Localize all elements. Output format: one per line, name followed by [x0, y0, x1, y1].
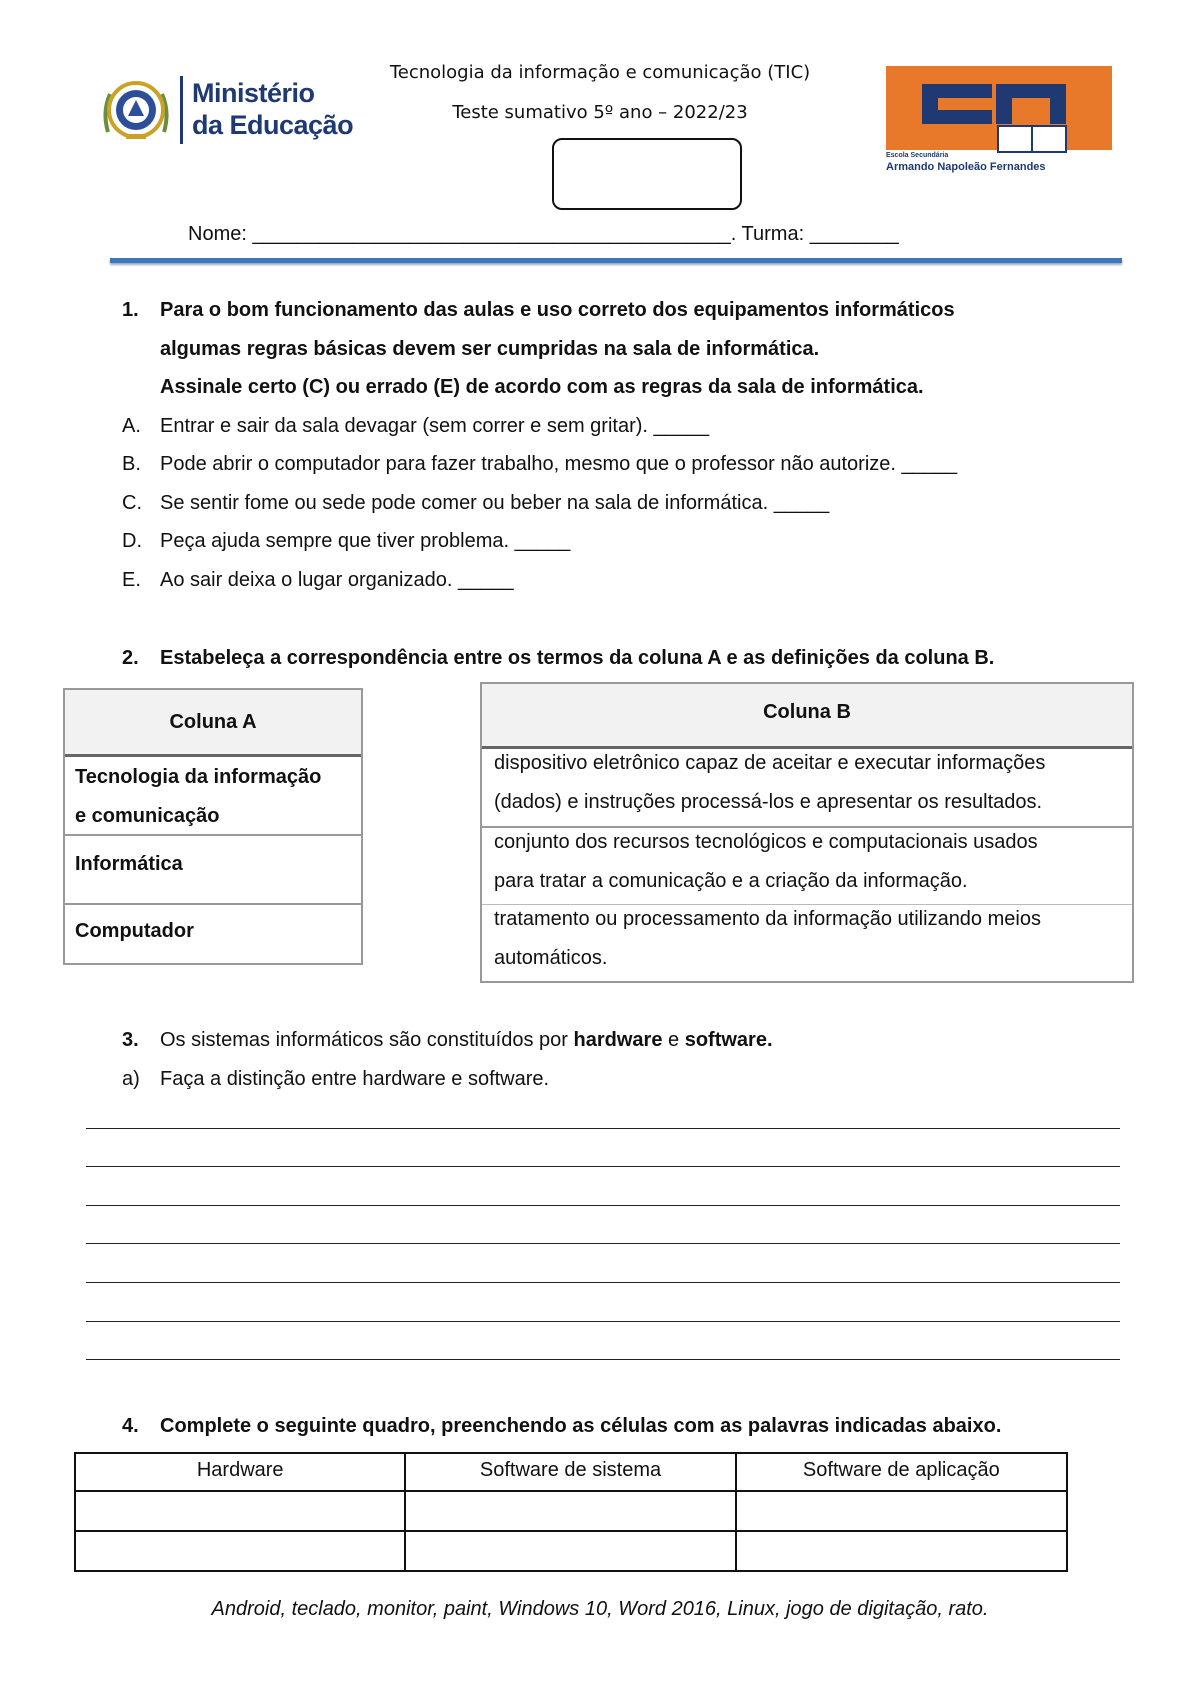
- column-a-term: e comunicação: [75, 805, 220, 827]
- answer-line-3[interactable]: [86, 1205, 1120, 1206]
- classification-row: [75, 1531, 1067, 1571]
- column-b-definition: tratamento ou processamento da informação utilizando meios: [494, 908, 1041, 930]
- answer-cell[interactable]: [405, 1531, 735, 1571]
- school-logo: [886, 66, 1112, 176]
- q4-prompt: Complete o seguinte quadro, preenchendo as células com as palavras indicadas abaixo.: [160, 1415, 1002, 1437]
- item-letter: C.: [122, 492, 142, 514]
- column-a-term: Informática: [75, 853, 183, 875]
- column-b-definition: dispositivo eletrônico capaz de aceitar e executar informações: [494, 752, 1046, 774]
- word-bank: Android, teclado, monitor, paint, Windows 10, Word 2016, Linux, jogo de digitação, rato.: [211, 1598, 989, 1620]
- q3-sub-text: Faça a distinção entre hardware e software.: [160, 1068, 550, 1090]
- item-text: Se sentir fome ou sede pode comer ou beber na sala de informática. _____: [160, 492, 830, 514]
- name-label: Nome:: [188, 223, 247, 245]
- q1-item-a[interactable]: [122, 414, 709, 438]
- column-a-row-2[interactable]: [65, 836, 361, 905]
- item-text: Peça ajuda sempre que tiver problema. _____: [160, 530, 571, 552]
- column-a-header: [65, 690, 361, 757]
- q4-number: 4.: [122, 1415, 139, 1437]
- item-text: Pode abrir o computador para fazer trabalho, mesmo que o professor não autorize. _____: [160, 453, 958, 475]
- answer-cell[interactable]: [736, 1531, 1067, 1571]
- column-b-definition: (dados) e instruções processá-los e apresentar os resultados.: [494, 791, 1043, 813]
- subject-title: Tecnologia da informação e comunicação (TIC): [389, 62, 811, 83]
- class-label: Turma:: [741, 223, 805, 245]
- column-b-table: [480, 682, 1134, 983]
- item-text: Ao sair deixa o lugar organizado. _____: [160, 569, 514, 591]
- answer-line-4[interactable]: [86, 1243, 1120, 1244]
- answer-line-2[interactable]: [86, 1166, 1120, 1167]
- column-a-term: Tecnologia da informação: [75, 766, 322, 788]
- answer-cell[interactable]: [75, 1531, 405, 1571]
- answer-cell[interactable]: [75, 1491, 405, 1531]
- q3-number: 3.: [122, 1029, 139, 1051]
- q1-item-d[interactable]: [122, 529, 570, 553]
- header-divider: [110, 258, 1122, 263]
- classification-table: [74, 1452, 1068, 1572]
- classification-header-row: [75, 1453, 1067, 1491]
- ministry-name-line2: da Educação: [192, 110, 354, 140]
- school-logo-icon: [886, 66, 1112, 176]
- ministry-seal-icon: [98, 72, 174, 148]
- answer-line-6[interactable]: [86, 1321, 1120, 1322]
- q3-sub-letter: a): [122, 1068, 140, 1090]
- column-a-row-1[interactable]: [65, 757, 361, 836]
- answer-line-5[interactable]: [86, 1282, 1120, 1283]
- item-letter: D.: [122, 530, 142, 552]
- column-a-term: Computador: [75, 920, 194, 942]
- column-b-definition: automáticos.: [494, 947, 608, 969]
- item-letter: E.: [122, 569, 141, 591]
- column-b-definition: conjunto dos recursos tecnológicos e computacionais usados: [494, 831, 1038, 853]
- test-title: Teste sumativo 5º ano – 2022/23: [452, 102, 748, 123]
- header-application-software: Software de aplicação: [736, 1453, 1067, 1491]
- q3-keyword-software: software: [684, 1029, 767, 1051]
- header-hardware: Hardware: [75, 1453, 405, 1491]
- column-a-title: Coluna A: [169, 711, 257, 733]
- q3-prompt-text: Os sistemas informáticos são constituídos por: [160, 1029, 568, 1051]
- item-letter: B.: [122, 453, 141, 475]
- q1-item-e[interactable]: [122, 568, 514, 592]
- q3-period: .: [766, 1029, 773, 1051]
- header-system-software: Software de sistema: [405, 1453, 735, 1491]
- ministry-logo: [98, 72, 358, 148]
- q2-prompt: Estabeleça a correspondência entre os termos da coluna A e as definições da coluna B.: [160, 647, 995, 669]
- column-b-row-3[interactable]: [482, 905, 1132, 981]
- column-b-title: Coluna B: [763, 701, 851, 723]
- item-text: Entrar e sair da sala devagar (sem correr e sem gritar). _____: [160, 415, 710, 437]
- q1-item-b[interactable]: [122, 452, 957, 476]
- school-name-line2: Armando Napoleão Fernandes: [886, 161, 1046, 173]
- item-letter: A.: [122, 415, 141, 437]
- column-b-definition: para tratar a comunicação e a criação da informação.: [494, 870, 968, 892]
- q2-number: 2.: [122, 647, 139, 669]
- name-blank[interactable]: ___________________________________________.: [252, 223, 737, 245]
- class-blank[interactable]: ________: [809, 223, 899, 245]
- school-name-line1: Escola Secundária: [886, 152, 949, 159]
- column-b-header: [482, 684, 1132, 749]
- q3-connector: e: [668, 1029, 680, 1051]
- answer-line-1[interactable]: [86, 1128, 1120, 1129]
- grade-box[interactable]: [552, 138, 742, 210]
- column-b-row-2[interactable]: [482, 828, 1132, 905]
- classification-row: [75, 1491, 1067, 1531]
- answer-line-7[interactable]: [86, 1359, 1120, 1360]
- q1-number: 1.: [122, 299, 139, 321]
- q1-prompt-line2: algumas regras básicas devem ser cumpridas na sala de informática.: [160, 338, 820, 360]
- column-a-row-3[interactable]: [65, 905, 361, 963]
- answer-cell[interactable]: [405, 1491, 735, 1531]
- q3-keyword-hardware: hardware: [573, 1029, 663, 1051]
- q3-prompt: [160, 1028, 773, 1052]
- column-a-table: [63, 688, 363, 965]
- answer-cell[interactable]: [736, 1491, 1067, 1531]
- q1-prompt-line1: Para o bom funcionamento das aulas e uso correto dos equipamentos informáticos: [160, 299, 955, 321]
- q1-prompt-line3: Assinale certo (C) ou errado (E) de acordo com as regras da sala de informática.: [160, 376, 924, 398]
- ministry-divider: [180, 76, 183, 144]
- name-line[interactable]: [188, 222, 899, 246]
- ministry-name-line1: Ministério: [192, 78, 315, 108]
- column-b-row-1[interactable]: [482, 749, 1132, 828]
- q1-item-c[interactable]: [122, 491, 829, 515]
